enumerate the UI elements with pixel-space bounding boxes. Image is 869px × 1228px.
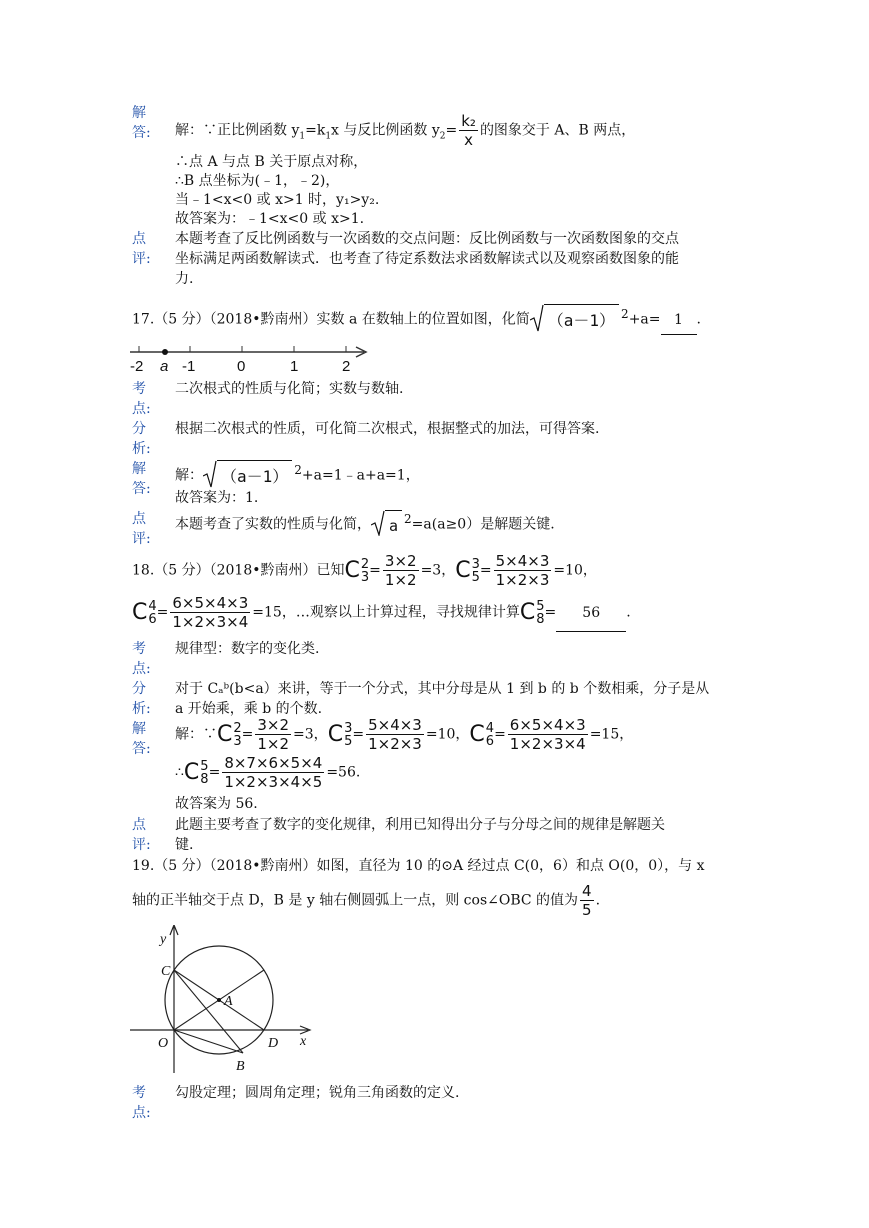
q17-solution-line2: 故答案为：1. bbox=[175, 490, 259, 506]
tick-label: 1 bbox=[290, 358, 299, 375]
number-line bbox=[128, 340, 373, 376]
fraction: $\frac{6\times 5\times 4\times 3}{1\times 2\times 3\times 4}$ bbox=[509, 716, 586, 753]
tick-label: a bbox=[160, 358, 169, 375]
fraction: $\frac{\text{k₂}}{x}$ bbox=[461, 112, 476, 149]
q16-solution-line5: 故答案为：﹣1<x<0 或 x>1. bbox=[175, 211, 365, 227]
sqrt-expression: （a－1） bbox=[530, 304, 619, 336]
q17-comment: 本题考查了实数的性质与化简， a $^2$=a(a≥0）是解题关键. bbox=[175, 506, 555, 540]
label-A: A bbox=[224, 994, 233, 1009]
q19-kaodian: 勾股定理；圆周角定理；锐角三角函数的定义. bbox=[175, 1085, 460, 1101]
fraction: $\frac{5\times 4\times 3}{1\times 2\times 3}$ bbox=[495, 552, 550, 589]
fraction: $\frac{6\times 5\times 4\times 3}{1\times 2\times 3\times 4}$ bbox=[172, 594, 249, 631]
label-dian: 点: bbox=[132, 661, 151, 677]
q18-comment-line1: 此题主要考查了数字的变化规律，利用已知得出分子与分母之间的规律是解题关 bbox=[175, 817, 665, 833]
q18-solution-line3: 故答案为 56. bbox=[175, 796, 258, 812]
point-a bbox=[162, 349, 168, 355]
label-kao: 考 bbox=[132, 641, 146, 657]
fraction: $\frac{3\times 2}{1\times 2}$ bbox=[384, 552, 417, 589]
fraction: $\frac{8\times 7\times 6\times 5\times 4}{1\times 2\times 3\times 4\times 5}$ bbox=[224, 754, 323, 791]
fraction: $\frac{5\times 4\times 3}{1\times 2\times 3}$ bbox=[368, 716, 422, 753]
label-fen: 分 bbox=[132, 421, 146, 437]
label-da: 答: bbox=[132, 741, 151, 757]
combination: C 5 8 bbox=[519, 598, 545, 627]
q17-answer-blank: 1 bbox=[661, 306, 697, 335]
q17-stem: 17.（5 分）（2018•黔南州）实数 a 在数轴上的位置如图，化简 （a－1） $^2$+a= 1 . bbox=[132, 300, 701, 336]
label-jie: 解 bbox=[132, 721, 146, 737]
combination: C 3 5 bbox=[455, 556, 480, 585]
answer-fraction: $\frac{4}{5}$ bbox=[582, 882, 592, 919]
label-xi: 析: bbox=[132, 441, 151, 457]
q16-comment-line2: 坐标满足两函数解读式．也考查了待定系数法求函数解读式以及观察函数图象的能 bbox=[175, 251, 679, 267]
label-dian: 点 bbox=[132, 817, 146, 833]
q18-stem-line1: 18.（5 分）（2018•黔南州）已知 C 2 3 = $\frac{3\times 2}{1\times 2}$ =3， C 3 5 = $\frac{5\times 4\times 3}{1\times 2\times 3}$ =10， bbox=[132, 552, 597, 589]
q17-solution-line1: 解： （a－1） $^2$+a=1﹣a+a=1， bbox=[175, 456, 420, 492]
label-C: C bbox=[161, 964, 171, 979]
q16-solution-line4: 当﹣1<x<0 或 x>1 时，y₁>y₂. bbox=[175, 192, 380, 208]
sqrt-expression: a bbox=[371, 510, 402, 540]
label-dian: 点: bbox=[132, 401, 151, 417]
q18-answer-blank: 56 bbox=[556, 595, 626, 632]
sqrt-expression: （a－1） bbox=[203, 460, 292, 492]
label-xi: 析: bbox=[132, 701, 151, 717]
label-jie: 解 bbox=[132, 461, 146, 477]
label-y: y bbox=[160, 932, 167, 947]
label-jie: 解 bbox=[132, 105, 146, 121]
label-D: D bbox=[268, 1036, 279, 1051]
combination: C 4 6 bbox=[132, 598, 157, 627]
label-kao: 考 bbox=[132, 1085, 146, 1101]
q19-stem-line2: 轴的正半轴交于点 D，B 是 y 轴右侧圆弧上一点，则 cos∠OBC 的值为 $\frac{4}{5}$ . bbox=[132, 882, 601, 919]
fraction: $\frac{3\times 2}{1\times 2}$ bbox=[257, 716, 290, 753]
q18-fenxi-line2: a 开始乘，乘 b 的个数. bbox=[175, 701, 323, 717]
combination: C 4 6 bbox=[469, 720, 495, 749]
q18-solution-line1: 解：∵ C 2 3 = $\frac{3\times 2}{1\times 2}$ =3， C 3 5 = $\frac{5\times 4\times 3}{1\times 2\times 3}$ =10， C 4 6 = $\frac{6\times 5\times 4\times 3}{1\times 2\times 3\times 4}$ =15， bbox=[175, 716, 634, 753]
label-ping: 评: bbox=[132, 837, 151, 853]
q19-stem-line1: 19.（5 分）（2018•黔南州）如图，直径为 10 的⊙A 经过点 C(0，6）和点 O(0，0），与 x bbox=[132, 858, 705, 874]
tick-label: 0 bbox=[237, 358, 246, 375]
label-dian: 点 bbox=[132, 231, 146, 247]
q18-solution-line2: ∴ C 5 8 = $\frac{8\times 7\times 6\times 5\times 4}{1\times 2\times 3\times 4\times 5}$ =56. bbox=[175, 754, 361, 791]
combination: C 5 8 bbox=[183, 758, 209, 787]
q16-solution-line3: ∴B 点坐标为(﹣1，﹣2)， bbox=[175, 173, 340, 189]
label-B: B bbox=[236, 1059, 245, 1074]
label-kao: 考 bbox=[132, 381, 146, 397]
q16-comment-line3: 力. bbox=[175, 271, 194, 287]
combination: C 3 5 bbox=[327, 720, 353, 749]
tick-label: 2 bbox=[342, 358, 351, 375]
q18-stem-line2: C 4 6 = $\frac{6\times 5\times 4\times 3}{1\times 2\times 3\times 4}$ =15，…观察以上计算过程，寻找规律计算 C 5 8 = 56 . bbox=[132, 594, 631, 631]
label-dian: 点: bbox=[132, 1105, 151, 1121]
q18-kaodian: 规律型：数字的变化类. bbox=[175, 641, 320, 657]
combination: C 2 3 bbox=[217, 720, 242, 749]
label-dian: 点 bbox=[132, 511, 146, 527]
tick-label: -2 bbox=[130, 358, 144, 375]
label-da: 答: bbox=[132, 125, 151, 141]
label-x: x bbox=[300, 1034, 307, 1049]
label-O: O bbox=[158, 1036, 169, 1051]
q17-kaodian: 二次根式的性质与化简；实数与数轴. bbox=[175, 381, 404, 397]
q18-fenxi-line1: 对于 Cₐᵇ(b<a）来讲，等于一个分式，其中分母是从 1 到 b 的 b 个数相乘，分子是从 bbox=[175, 681, 710, 697]
label-ping: 评: bbox=[132, 531, 151, 547]
q16-comment-line1: 本题考查了反比例函数与一次函数的交点问题：反比例函数与一次函数图象的交点 bbox=[175, 231, 679, 247]
circle-figure bbox=[128, 925, 328, 1075]
tick-label: -1 bbox=[182, 358, 196, 375]
combination: C 2 3 bbox=[344, 556, 370, 585]
q18-comment-line2: 键. bbox=[175, 837, 194, 853]
q17-fenxi: 根据二次根式的性质，可化简二次根式，根据整式的加法，可得答案. bbox=[175, 421, 600, 437]
label-fen: 分 bbox=[132, 681, 146, 697]
label-da: 答: bbox=[132, 481, 151, 497]
label-ping: 评: bbox=[132, 251, 151, 267]
q16-solution-line2: ∴点 A 与点 B 关于原点对称， bbox=[175, 154, 368, 170]
q16-solution-line1: 解：∵正比例函数 $y_1=k_1x$ 与反比例函数 $y_2=$ $\frac{\text{k₂}}{x}$ 的图象交于 A、B 两点， bbox=[175, 112, 636, 149]
